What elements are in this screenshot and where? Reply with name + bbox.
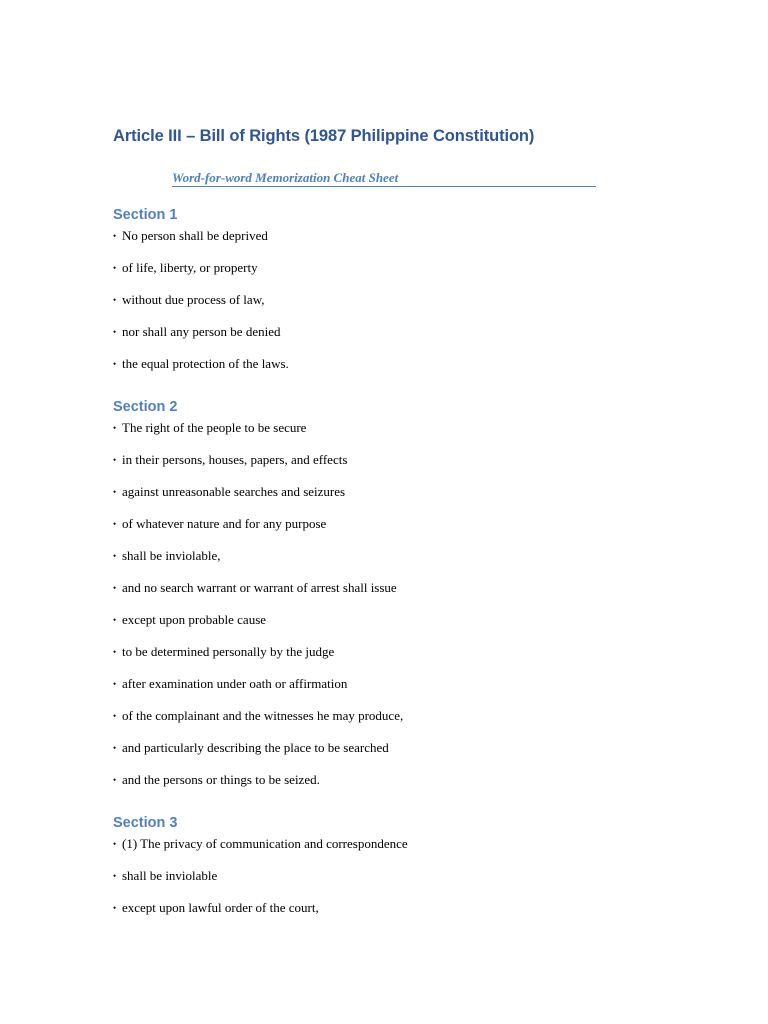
bullet-icon: • [113,711,117,721]
bullet-icon: • [113,775,117,785]
subtitle-block [172,170,596,187]
bullet-icon: • [113,743,117,753]
section-heading: Section 1 [113,207,178,223]
section-heading: Section 3 [113,815,178,831]
bullet-icon: • [113,647,117,657]
list-item-text: in their persons, houses, papers, and effects [122,452,348,467]
list-item [113,259,673,291]
list-item [113,643,673,675]
bullet-icon: • [113,871,117,881]
list-item-text: of the complainant and the witnesses he may produce, [122,708,404,723]
list-item-text: nor shall any person be denied [122,324,281,339]
list-item [113,291,673,323]
list-item [113,771,673,803]
bullet-icon: • [113,583,117,593]
bullet-icon: • [113,359,117,369]
list-item-text: shall be inviolable, [122,548,221,563]
bullet-icon: • [113,455,117,465]
bullet-list [113,835,673,931]
list-item-text: shall be inviolable [122,868,218,883]
list-item [113,835,673,867]
bullet-list [113,227,673,387]
page-title: Article III – Bill of Rights (1987 Philippine Constitution) [113,127,535,145]
list-item-text: The right of the people to be secure [122,420,307,435]
section-2 [113,397,673,803]
bullet-icon: • [113,519,117,529]
section-3 [113,813,673,931]
list-item-text: of whatever nature and for any purpose [122,516,327,531]
bullet-icon: • [113,295,117,305]
bullet-icon: • [113,839,117,849]
list-item [113,515,673,547]
list-item-text: the equal protection of the laws. [122,356,289,371]
list-item [113,451,673,483]
list-item-text: after examination under oath or affirmation [122,676,348,691]
sections-container [113,205,673,931]
list-item-text: (1) The privacy of communication and correspondence [122,836,408,851]
list-item-text: against unreasonable searches and seizures [122,484,346,499]
list-item-text: except upon lawful order of the court, [122,900,319,915]
list-item [113,611,673,643]
list-item-text: except upon probable cause [122,612,267,627]
bullet-icon: • [113,231,117,241]
list-item [113,483,673,515]
list-item-text: without due process of law, [122,292,265,307]
subtitle: Word-for-word Memorization Cheat Sheet [172,170,399,185]
list-item [113,355,673,387]
document-page [113,124,673,931]
list-item-text: of life, liberty, or property [122,260,258,275]
list-item-text: and the persons or things to be seized. [122,772,320,787]
bullet-icon: • [113,551,117,561]
bullet-icon: • [113,679,117,689]
section-1 [113,205,673,387]
bullet-icon: • [113,487,117,497]
list-item [113,675,673,707]
bullet-icon: • [113,263,117,273]
list-item-text: to be determined personally by the judge [122,644,335,659]
bullet-list [113,419,673,803]
bullet-icon: • [113,615,117,625]
list-item [113,323,673,355]
list-item [113,579,673,611]
list-item-text: No person shall be deprived [122,228,268,243]
bullet-icon: • [113,327,117,337]
list-item [113,899,673,931]
list-item [113,419,673,451]
section-heading: Section 2 [113,399,178,415]
list-item-text: and no search warrant or warrant of arrest shall issue [122,580,397,595]
list-item-text: and particularly describing the place to be searched [122,740,389,755]
bullet-icon: • [113,903,117,913]
list-item [113,739,673,771]
bullet-icon: • [113,423,117,433]
list-item [113,227,673,259]
list-item [113,707,673,739]
list-item [113,867,673,899]
list-item [113,547,673,579]
